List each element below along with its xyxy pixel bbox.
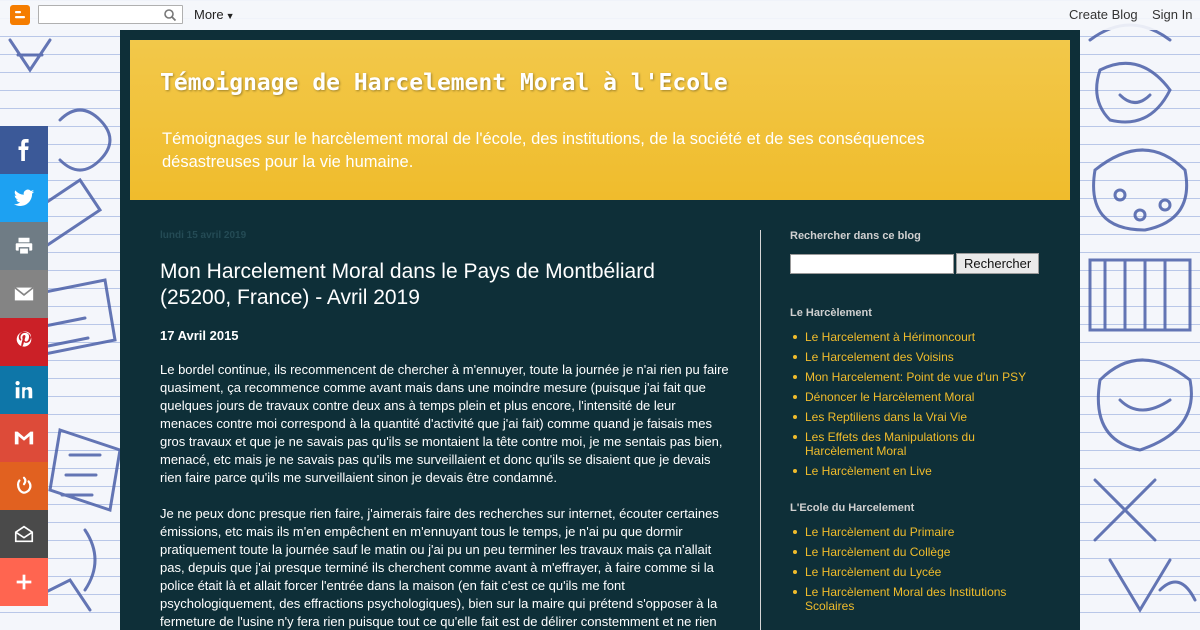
search-widget [790,253,1040,274]
post-column [160,230,730,630]
share-bar [0,126,48,606]
sidebar-link[interactable] [792,545,1040,559]
widget-title-harcelement: Le Harcèlement [790,307,872,319]
share-gmail-button[interactable] [0,414,48,462]
email-icon [13,283,35,305]
search-widget-title: Rechercher dans ce blog [790,230,921,242]
sidebar-link[interactable] [792,370,1040,384]
sidebar-link-label: Les Effets des Manipulations du Harcèlement Moral [805,430,975,458]
sidebar-link-label: Mon Harcelement: Point de vue d'un PSY [805,370,1027,384]
sidebar-link-label: Le Harcèlement du Collège [805,545,951,559]
blogger-navbar [0,0,1200,30]
blog-description: Témoignages sur le harcèlement moral de l'école, des institutions, de la société et de ses conséquences désastreuses pour la vie humaine. [162,130,925,171]
share-print-button[interactable] [0,222,48,270]
widget-title-ecole: L'Ecole du Harcelement [790,502,915,514]
sidebar-link[interactable] [792,525,1040,539]
sidebar-link-label: Le Harcèlement du Primaire [805,525,955,539]
linkedin-icon [13,379,35,401]
sidebar-link[interactable] [792,390,1040,404]
sidebar-link[interactable] [792,330,1040,344]
share-facebook-button[interactable] [0,126,48,174]
sidebar-link[interactable] [792,350,1040,364]
post-title[interactable]: Mon Harcelement Moral dans le Pays de Montbéliard (25200, France) - Avril 2019 [160,260,655,309]
more-share-icon [13,571,35,593]
share-pinterest-button[interactable] [0,318,48,366]
sidebar-link-label: Le Harcèlement en Live [805,464,932,478]
search-button[interactable]: Rechercher [956,253,1039,274]
print-icon [13,235,35,257]
share-twitter-button[interactable] [0,174,48,222]
blog-title[interactable]: Témoignage de Harcelement Moral à l'Ecole [160,70,728,96]
sidebar-link-label: Le Harcèlement du Lycée [805,565,942,579]
sidebar-link[interactable] [792,585,1040,613]
share-more-button[interactable] [0,558,48,606]
link-list-ecole [792,525,1040,613]
post-subdate: 17 Avril 2015 [160,328,239,343]
gmail-icon [13,427,35,449]
search-input[interactable] [790,254,954,274]
more-menu[interactable] [194,7,235,22]
sidebar-link-label: Le Harcelement des Voisins [805,350,954,364]
twitter-icon [13,187,35,209]
sidebar-link-label: Les Reptiliens dans la Vrai Vie [805,410,968,424]
blogger-logo-icon[interactable] [10,5,30,25]
share-email-button[interactable] [0,270,48,318]
yummly-icon [13,475,35,497]
sidebar-link-label: Le Harcelement à Hérimoncourt [805,330,976,344]
post-paragraph: Je ne peux donc presque rien faire, j'aimerais faire des recherches sur internet, écouter certaines émissions, etc mais ils m'en empêchent en m'ennuyant tous le temps, je n'ai pu que dormir pratiquement toute la journée sauf le matin ou j'ai pu un peu terminer les travaux mais ça n'allait pas, depuis que j'ai presque terminé ils cherchent comme avant à m'effrayer, à faire comme si la police était là et allait forcer l'entrée dans la maison (en fait c'est ce qu'ils me font psychologiquement, des effractions psychologiques), bien sur la maire qui prétend s'opposer à la fermeture de l'usine n'y fera rien puisque tout ce qu'elle fait est de délirer constemment et ne rien [160,506,719,629]
caret-down-icon: ▼ [225,11,235,21]
sidebar-link-label: Le Harcèlement Moral des Institutions Scolaires [805,585,1007,613]
share-inbox-button[interactable] [0,510,48,558]
sidebar-link[interactable] [792,464,1040,478]
sidebar [790,230,1040,630]
sidebar-link[interactable] [792,410,1040,424]
post-paragraph: Le bordel continue, ils recommencent de chercher à m'ennuyer, toute la journée je n'ai rien pu faire quasiment, ça recommence comme avant mais dans une moindre mesure (puisque j'ai fait que quelques jours de travaux contre deux ans à temps plein et plus encore, l'intensité de leur menaces contre moi correspond à la quantité d'activité que j'ai fait) comme quand je faisais mes gros travaux et que je ne savais pas qu'ils se montaient la tête contre moi, je me sentais pas bien, menacé, etc mais je ne savais pas qu'ils me surveillaient et donc qu'ils se disaient que je devais rien faire parce qu'ils me surveillaient sinon je devais être condamné. [160,362,729,485]
magnifier-icon[interactable] [160,6,180,23]
blog-page [120,30,1080,630]
column-divider [760,230,761,630]
share-linkedin-button[interactable] [0,366,48,414]
facebook-icon [13,139,35,161]
share-yummly-button[interactable] [0,462,48,510]
create-blog-link[interactable]: Create Blog [1069,7,1138,22]
sidebar-link-label: Dénoncer le Harcèlement Moral [805,390,975,404]
sidebar-link[interactable] [792,430,1040,458]
sign-in-link[interactable]: Sign In [1152,7,1193,22]
more-menu-label: More [194,7,224,22]
link-list-harcelement [792,330,1040,478]
pinterest-icon [13,331,35,353]
post-date-header: lundi 15 avril 2019 [160,230,247,241]
sidebar-link[interactable] [792,565,1040,579]
inbox-icon [13,523,35,545]
blog-header [130,40,1070,200]
